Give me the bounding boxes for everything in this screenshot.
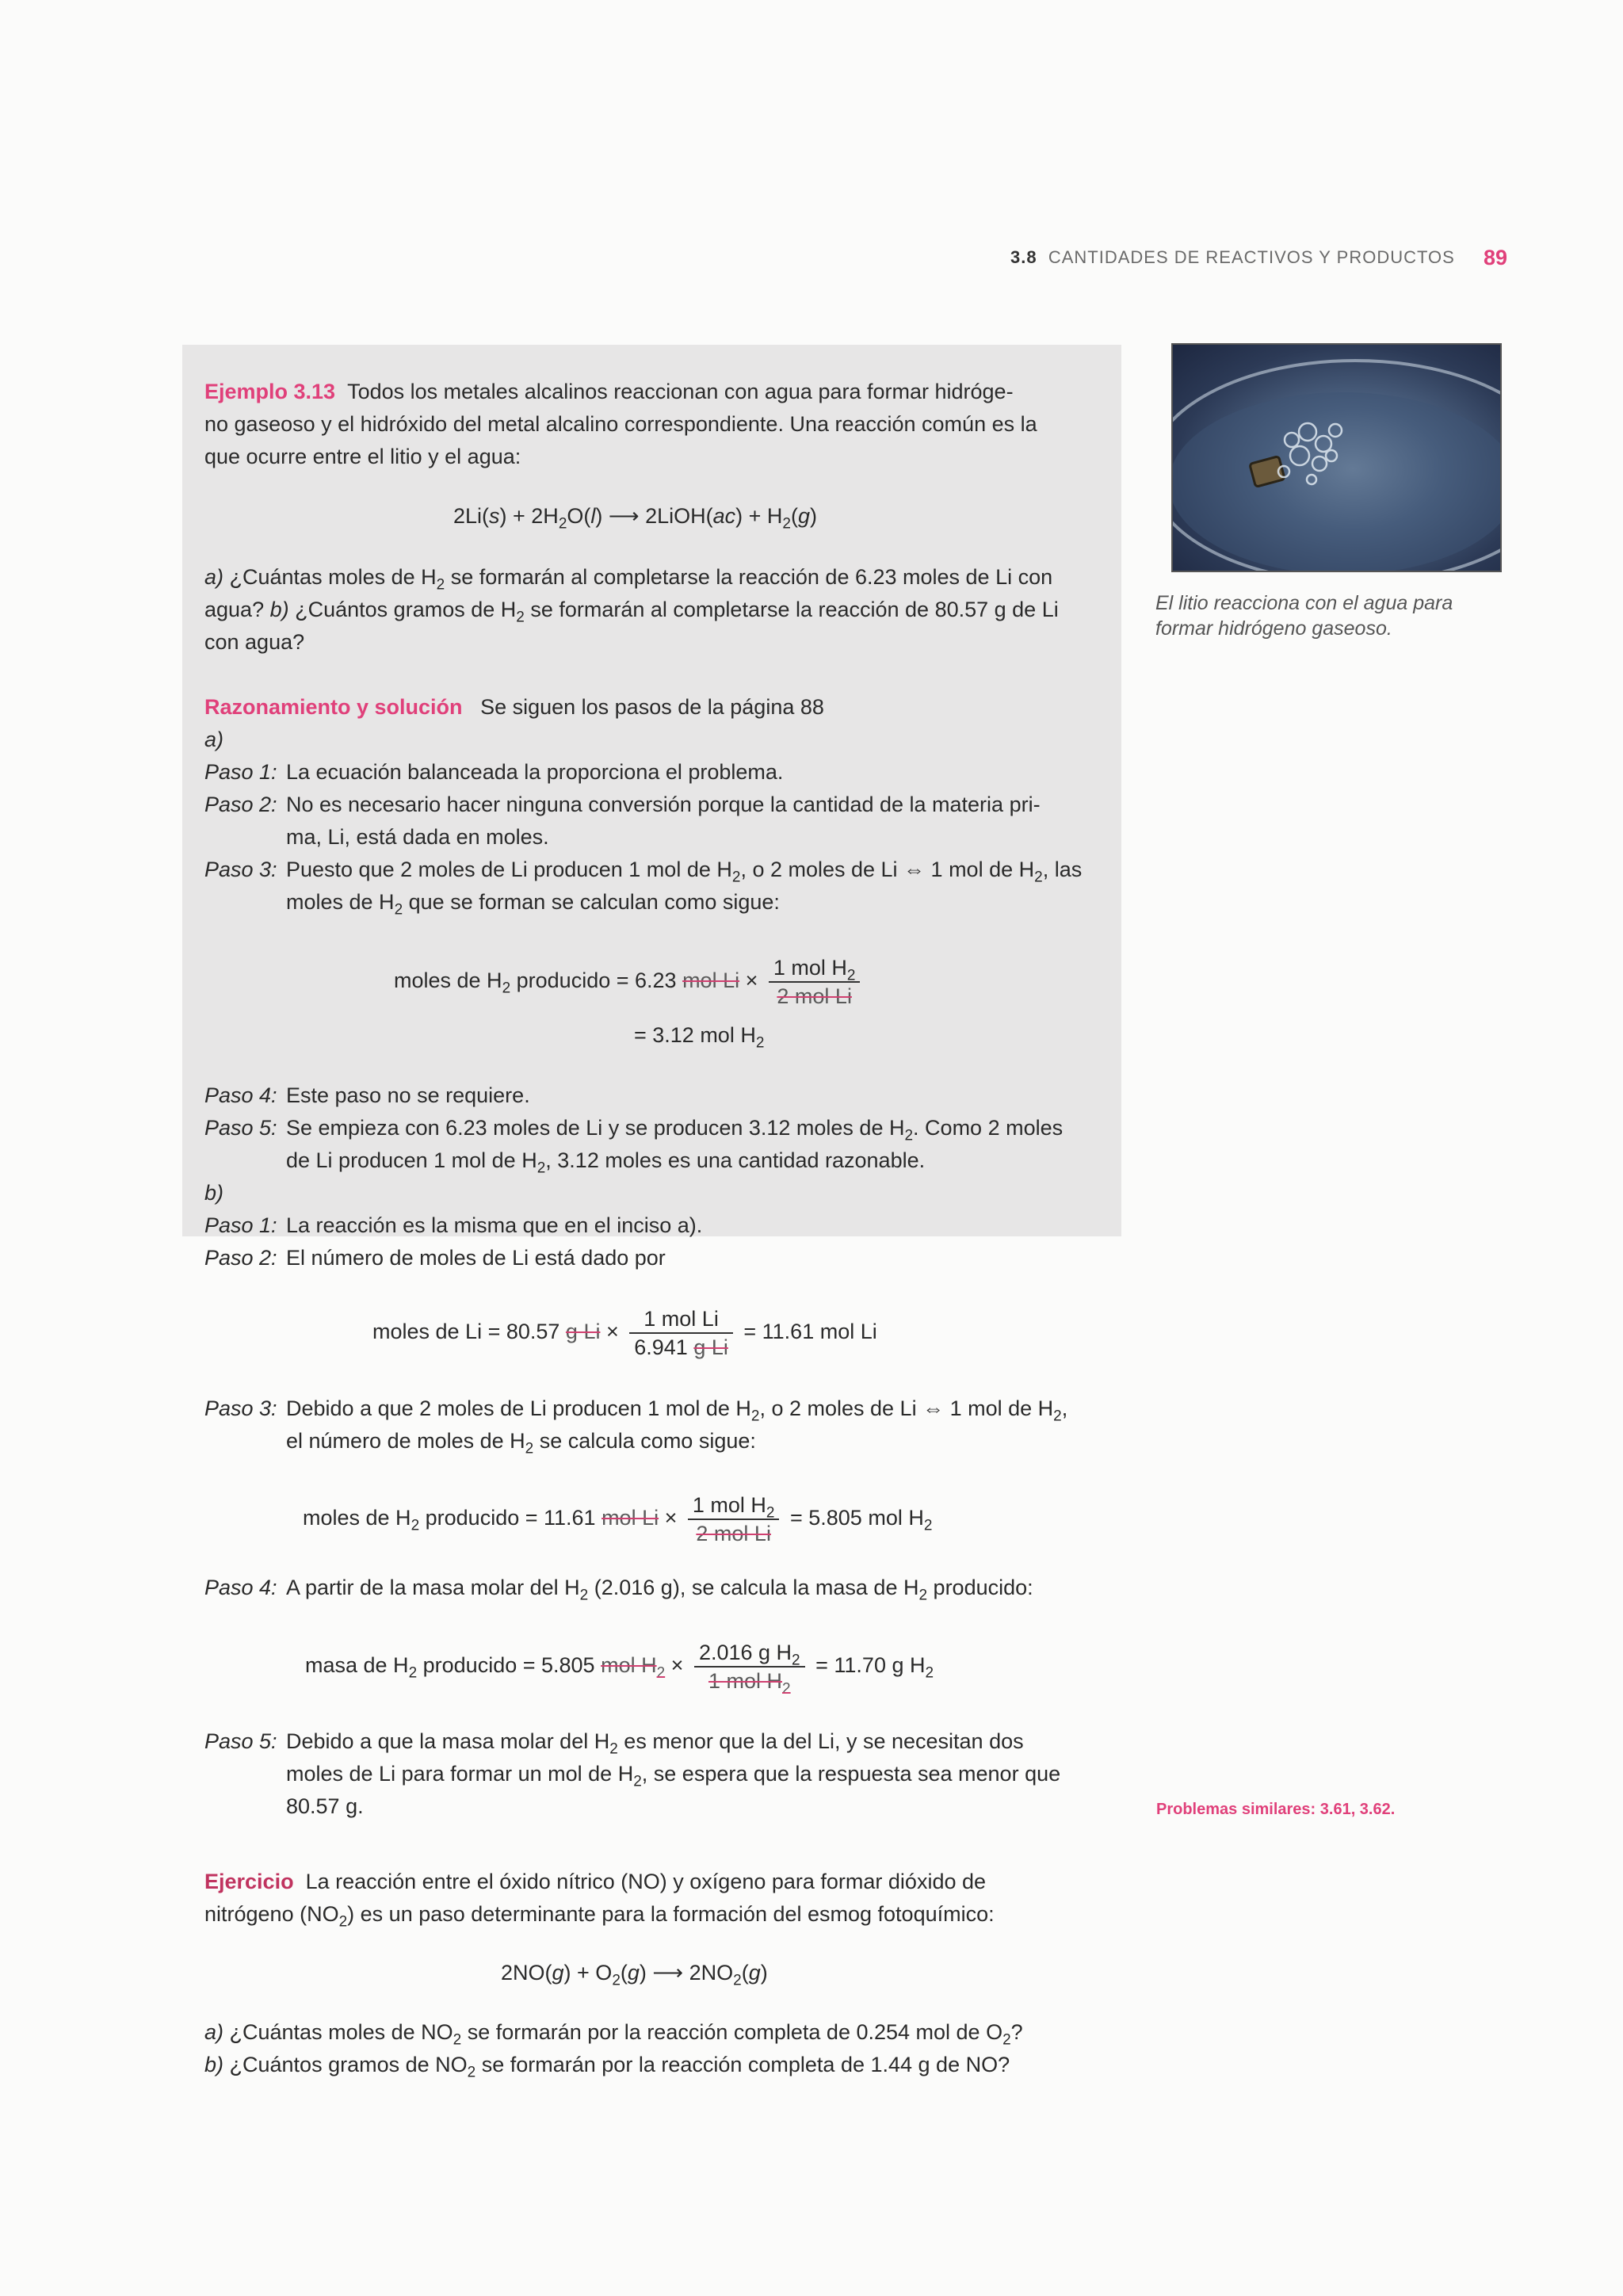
part-a-label: a) <box>204 728 224 751</box>
calc-b-moles-li: moles de Li = 80.57 g Li × $\frac{\text{1 mol Li}}{\text{6.941 g Li}}$ = 11.61 mol Li <box>372 1307 877 1359</box>
step-b1: Paso 1: La reacción es la misma que en el inciso a). <box>204 1213 703 1237</box>
step-a4: Paso 4: Este paso no se requiere. <box>204 1083 530 1107</box>
part-a-steps-2 <box>204 1079 1108 1274</box>
photo-illustration <box>1173 345 1500 571</box>
part-b-label: b) <box>204 1181 224 1205</box>
exercise: Ejercicio La reacción entre el óxido nítrico (NO) y oxígeno para formar dióxido de nitrógeno $(NO_2)$ es un paso determinante para la formación del esmog fotoquímico: <box>204 1870 995 1931</box>
calc-a-result: = 3.12 mol $H_2$ <box>634 1023 765 1052</box>
exercise-label: Ejercicio <box>204 1870 294 1893</box>
solution-heading <box>204 691 824 724</box>
solution-intro: Se siguen los pasos de la página 88 <box>480 695 824 719</box>
part-b-step4 <box>204 1572 1108 1604</box>
reaction-equation: $2Li(s) + 2H_2O(l)$ ⟶ 2LiOH(ac) + $H_2(g)$ <box>453 504 818 533</box>
exercise-equation: $2NO(g) + O_2(g)$ ⟶ $2NO_2(g)$ <box>501 1961 768 1989</box>
calc-b-moles-h2: moles de $H_2$ producido = 11.61 mol Li × $\frac{1 mol H_2}{\text{2 mol Li}}$ = 5.805 mol $H_2$ <box>303 1493 933 1545</box>
step-a3: Paso 3: Puesto que 2 moles de Li producen 1 mol de $H_2$, o 2 moles de Li ⇔ 1 mol de $H_2$, las moles de $H_2$ que se forman se calculan como sigue: <box>204 858 1083 919</box>
part-b-step5 <box>204 1725 1108 1823</box>
exercise-line-1: La reacción entre el óxido nítrico (NO) y oxígeno para formar dióxido de <box>305 1870 987 1893</box>
section-title: CANTIDADES DE REACTIVOS Y PRODUCTOS <box>1048 247 1455 267</box>
step-b4: Paso 4: A partir de la masa molar del $H_2$ (2.016 g), se calcula la masa de $H_2$ producido: <box>204 1576 1033 1604</box>
lithium-water-photo <box>1171 343 1502 572</box>
step-b3: Paso 3: Debido a que 2 moles de Li producen 1 mol de $H_2$, o 2 moles de Li ⇔ 1 mol de $H_2$, el número de moles de $H_2$ se calcula como sigue: <box>204 1396 1068 1457</box>
part-a-steps <box>204 756 1108 919</box>
example-question-3: con agua? <box>204 630 305 654</box>
step-b5: Paso 5: Debido a que la masa molar del $H_2$ es menor que la del Li, y se necesitan dos moles de Li para formar un mol de $H_2$, se espera que la respuesta sea menor que 80.57 g. <box>204 1729 1061 1818</box>
calc-b-mass-h2: masa de $H_2$ producido = 5.805 mol $H_2$ × $\frac{2.016 g H_2}{1 mol H_2}$ = 11.70 g $H_2$ <box>305 1641 934 1698</box>
running-header <box>1010 247 1455 268</box>
page-number: 89 <box>1484 246 1508 269</box>
step-a2: Paso 2: No es necesario hacer ninguna conversión porque la cantidad de la materia pri- ma, Li, está dada en moles. <box>204 793 1041 849</box>
step-a1: Paso 1: La ecuación balanceada la proporciona el problema. <box>204 760 784 784</box>
similar-problems: Problemas similares: 3.61, 3.62. <box>1156 1801 1396 1818</box>
step-b2: Paso 2: El número de moles de Li está dado por <box>204 1246 666 1270</box>
example-intro-1: Todos los metales alcalinos reaccionan con agua para formar hidróge- <box>347 380 1014 403</box>
example-label: Ejemplo 3.13 <box>204 380 336 403</box>
solution-label: Razonamiento y solución <box>204 695 463 719</box>
photo-caption: El litio reacciona con el agua para formar hidrógeno gaseoso. <box>1155 592 1453 640</box>
calc-a-moles-h2: moles de $H_2$ producido = 6.23 mol Li × $\frac{1 mol H_2}{\text{2 mol Li}}$ <box>394 954 865 1010</box>
step-a5: Paso 5: Se empieza con 6.23 moles de Li y se producen 3.12 moles de $H_2$. Como 2 moles de Li producen 1 mol de $H_2$, 3.12 moles es una cantidad razonable. <box>204 1116 1064 1177</box>
example-statement <box>204 376 1108 473</box>
part-b-step3 <box>204 1392 1108 1457</box>
example-intro-2: no gaseoso y el hidróxido del metal alcalino correspondiente. Una reacción común es la <box>204 412 1037 436</box>
example-questions: a) ¿Cuántas moles de $H_2$ se formarán al completarse la reacción de 6.23 moles de Li con agua? b) ¿Cuántos gramos de $H_2$ se formarán al completarse la reacción de 80.57 g de Li con agua? <box>204 561 1108 659</box>
exercise-questions: a) ¿Cuántas moles de $NO_2$ se formarán por la reacción completa de 0.254 mol de $O_2$? b) ¿Cuántos gramos de $NO_2$ se formarán por la reacción completa de 1.44 g de NO? <box>204 2020 1023 2081</box>
section-number: 3.8 <box>1010 247 1037 267</box>
example-intro-3: que ocurre entre el litio y el agua: <box>204 445 521 468</box>
